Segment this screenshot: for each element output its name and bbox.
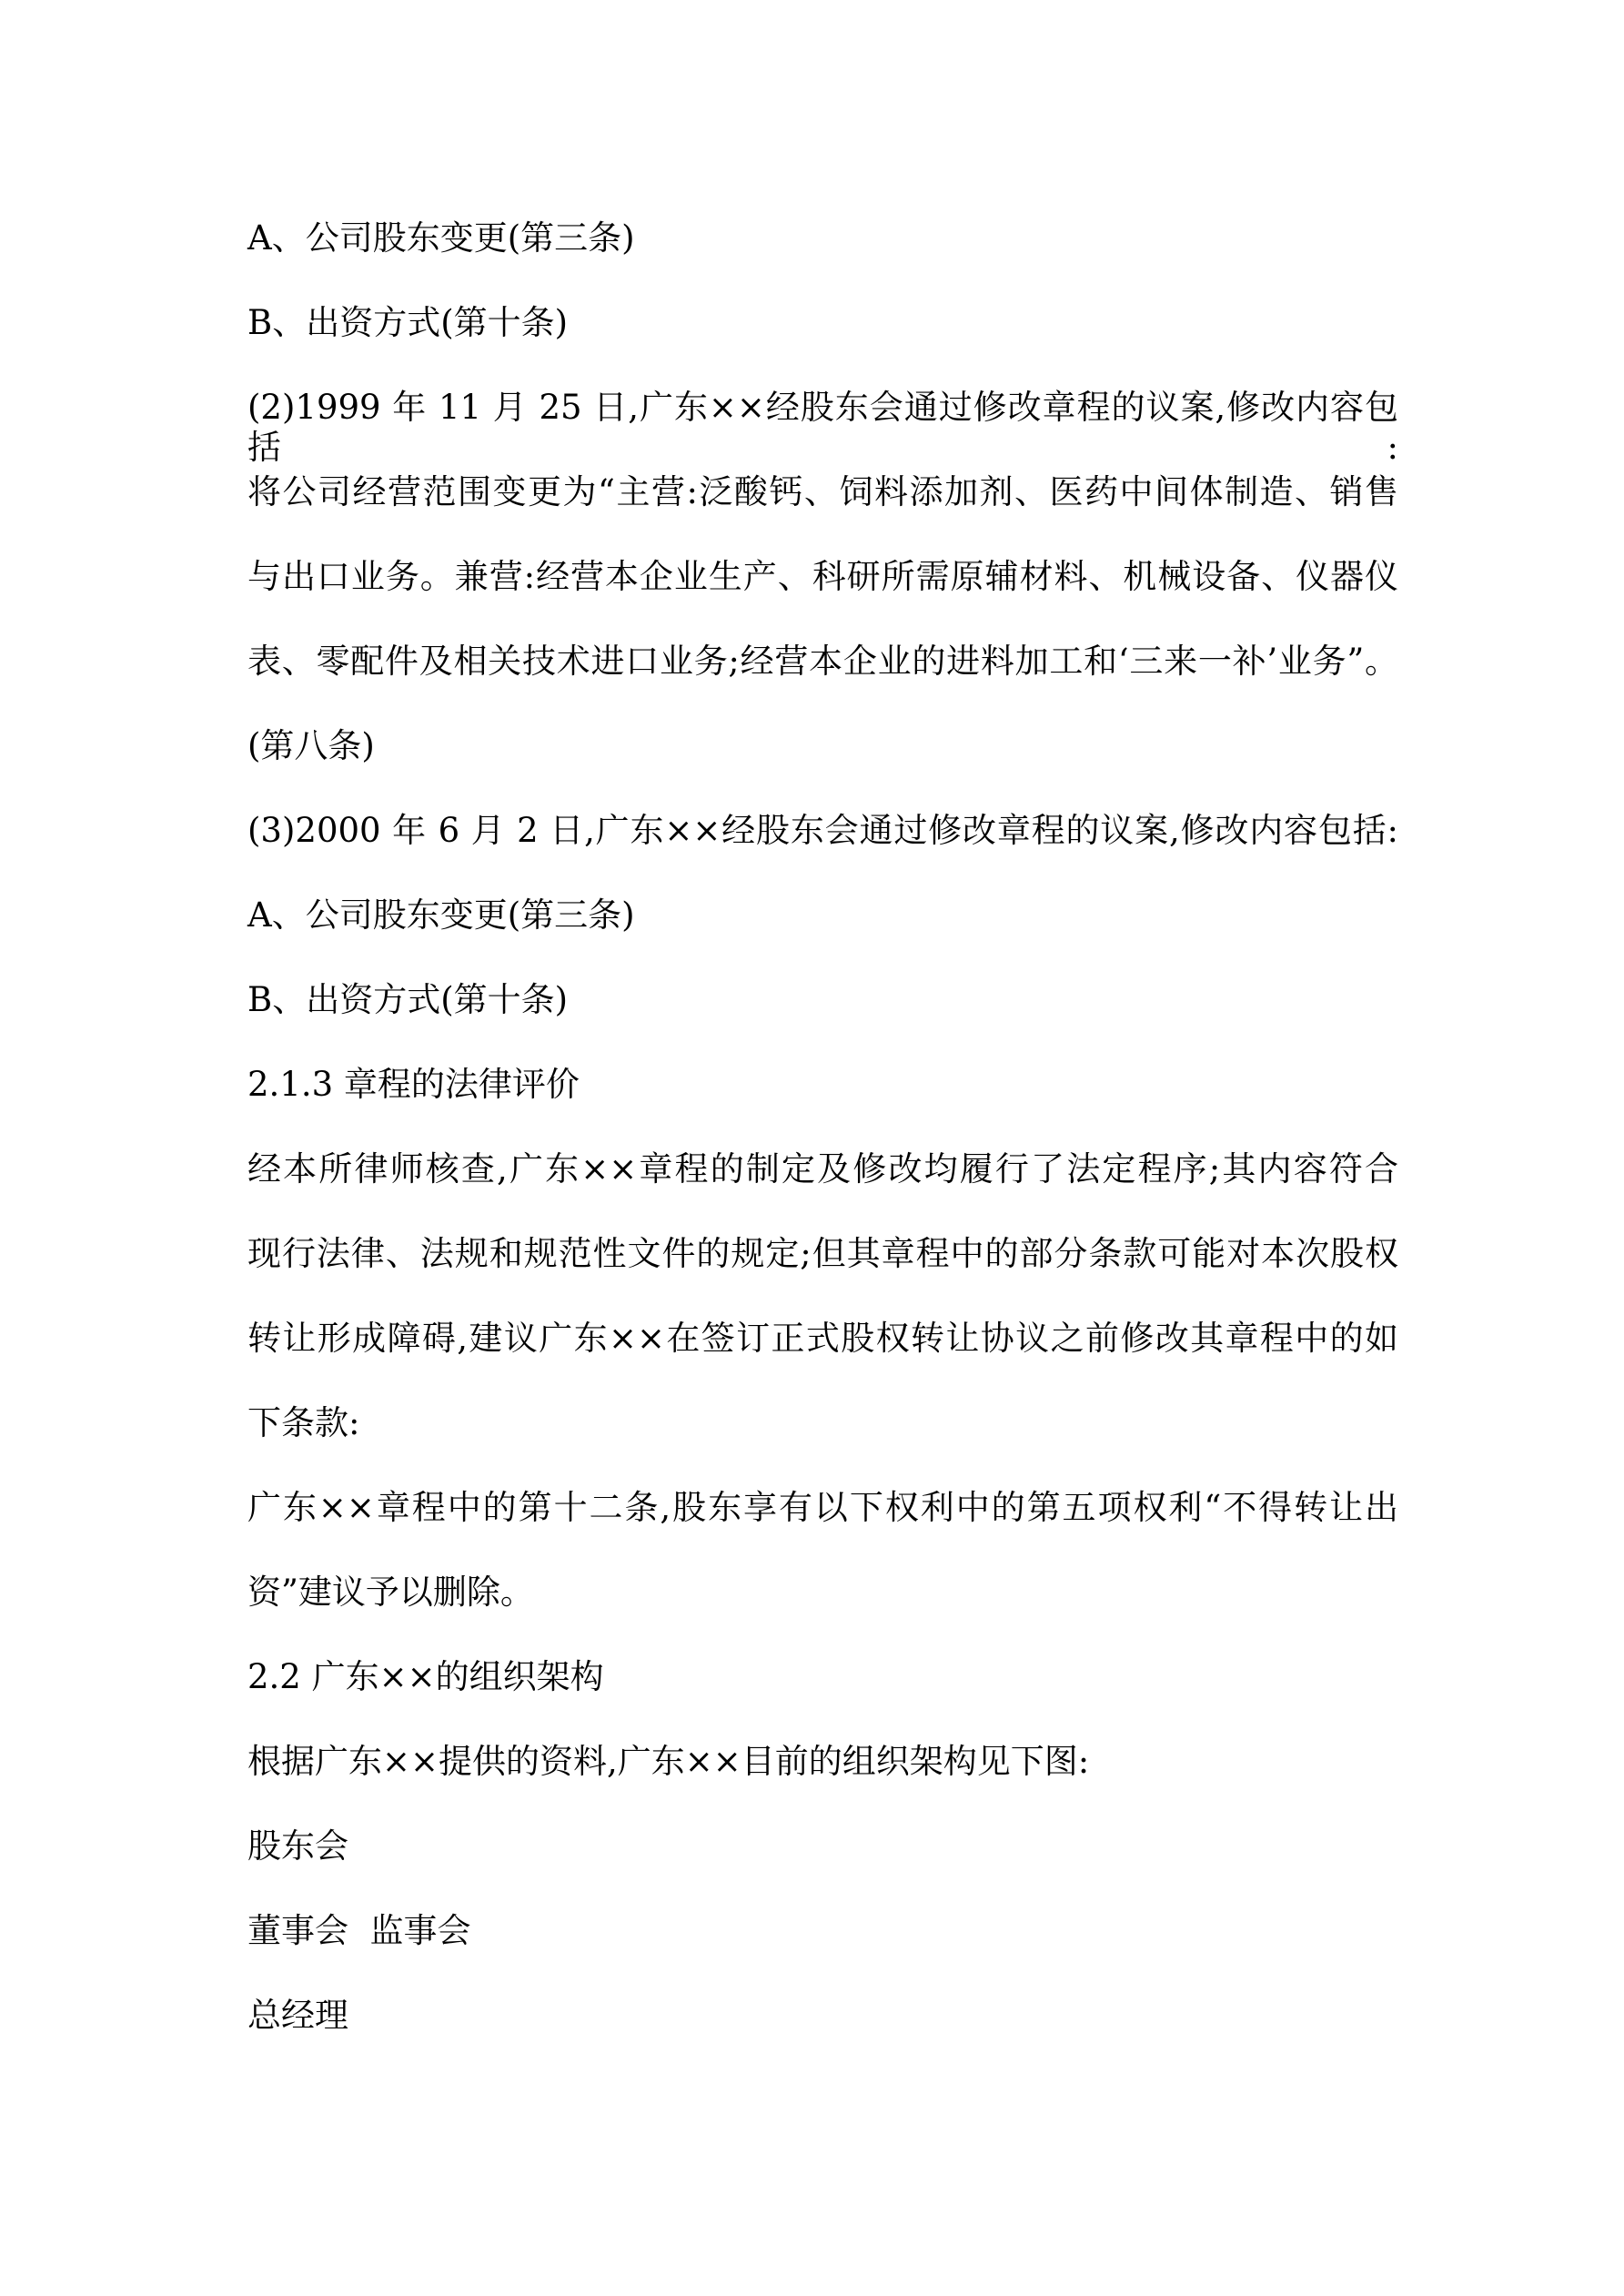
text-line: A、公司股东变更(第三条) (247, 895, 635, 935)
text-line: 下条款: (247, 1403, 360, 1442)
text-line: 转让形成障碍,建议广东××在签订正式股权转让协议之前修改其章程中的如 (247, 1319, 1398, 1358)
org-chart-node: 股东会 (247, 1826, 348, 1866)
org-chart-node: 董事会 监事会 (247, 1911, 471, 1950)
text-line: 与出口业务。兼营:经营本企业生产、科研所需原辅材料、机械设备、仪器仪 (247, 557, 1398, 596)
text-line: B、出资方式(第十条) (247, 980, 569, 1019)
text-line: 广东××章程中的第十二条,股东享有以下权利中的第五项权利“不得转让出 (247, 1488, 1398, 1527)
text-line: (2)1999 年 11 月 25 日,广东××经股东会通过修改章程的议案,修改内容包括: (247, 388, 1398, 467)
text-line: 资”建议予以删除。 (247, 1573, 534, 1612)
text-line: 将公司经营范围变更为“主营:泛酸钙、饲料添加剂、医药中间体制造、销售 (247, 472, 1398, 511)
text-line: (3)2000 年 6 月 2 日,广东××经股东会通过修改章程的议案,修改内容包括: (247, 811, 1398, 850)
section-heading: 2.2 广东××的组织架构 (247, 1657, 604, 1696)
section-heading: 2.1.3 章程的法律评价 (247, 1065, 580, 1104)
text-line: 表、零配件及相关技术进口业务;经营本企业的进料加工和‘三来一补’业务”。 (247, 642, 1398, 681)
text-line: (第八条) (247, 726, 375, 765)
text-line: 现行法律、法规和规范性文件的规定;但其章程中的部分条款可能对本次股权 (247, 1234, 1398, 1273)
text-line: 根据广东××提供的资料,广东××目前的组织架构见下图: (247, 1742, 1090, 1781)
text-line: A、公司股东变更(第三条) (247, 218, 635, 258)
text-line: 经本所律师核查,广东××章程的制定及修改均履行了法定程序;其内容符合 (247, 1149, 1398, 1188)
text-line: B、出资方式(第十条) (247, 303, 569, 342)
org-chart-node: 总经理 (247, 1996, 348, 2035)
